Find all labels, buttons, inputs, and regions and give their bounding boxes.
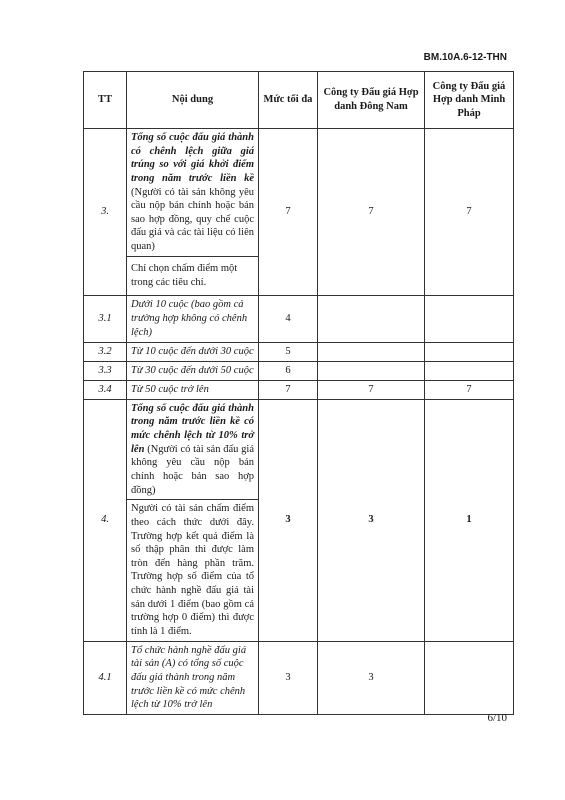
header-tt: TT xyxy=(84,72,127,129)
criterion-instruction: Người có tài sản chấm điểm theo cách thức dưới đây. Trường hợp kết quả điểm là số thập phân thì được làm tròn đến hàng phần trăm. Trường hợp số điểm của tổ chức hành nghề đấu giá tài sản dưới 1 điểm (bao gồm cả trường hợp 0 điểm) thì được tính là 1 điểm. xyxy=(127,500,259,641)
row-max: 3 xyxy=(259,641,318,714)
row-content: Từ 50 cuộc trở lên xyxy=(127,380,259,399)
criterion-title: Tổng số cuộc đấu giá thành có chênh lệch giữa giá trúng so với giá khởi điểm trong năm trước liền kề xyxy=(131,132,254,184)
header-max-score: Mức tối đa xyxy=(259,72,318,129)
row-score-b: 1 xyxy=(425,399,514,641)
row-score-b xyxy=(425,641,514,714)
row-tt: 4. xyxy=(84,399,127,641)
criterion-note: (Người có tài sản đấu giá không yêu cầu nộp bản chính hoặc bản sao hợp đồng) xyxy=(131,443,254,496)
row-max: 4 xyxy=(259,295,318,342)
row-score-a: 7 xyxy=(318,380,425,399)
table-row xyxy=(84,342,514,361)
row-content: Tổ chức hành nghề đấu giá tài sản (A) có tổng số cuộc đấu giá thành trong năm trước liền kề có mức chênh lệch từ 10% trở lên xyxy=(127,641,259,714)
row-score-a: 7 xyxy=(318,129,425,296)
row-score-b: 7 xyxy=(425,129,514,296)
row-max: 5 xyxy=(259,342,318,361)
row-tt: 3.4 xyxy=(84,380,127,399)
criterion-title: Tổng số cuộc đấu giá thành trong năm trước liền kề có mức chênh lệch từ 10% trở lên xyxy=(131,402,254,455)
row-tt: 4.1 xyxy=(84,641,127,714)
row-content: Từ 10 cuộc đến dưới 30 cuộc xyxy=(127,342,259,361)
row-max: 6 xyxy=(259,361,318,380)
row-score-a: 3 xyxy=(318,399,425,641)
row-content xyxy=(127,129,259,257)
row-score-b xyxy=(425,295,514,342)
row-max: 7 xyxy=(259,380,318,399)
header-company-dong-nam: Công ty Đấu giá Hợp danh Đông Nam xyxy=(318,72,425,129)
criterion-instruction: Chỉ chọn chấm điểm một trong các tiêu chí. xyxy=(127,256,259,295)
row-content: Dưới 10 cuộc (bao gồm cả trường hợp không có chênh lệch) xyxy=(127,295,259,342)
row-score-a xyxy=(318,295,425,342)
document-code: BM.10A.6-12-THN xyxy=(423,52,507,63)
row-tt: 3. xyxy=(84,129,127,296)
table-row xyxy=(84,295,514,342)
header-company-minh-phap: Công ty Đấu giá Hợp danh Minh Pháp xyxy=(425,72,514,129)
row-tt: 3.3 xyxy=(84,361,127,380)
table-row xyxy=(84,399,514,499)
table-row xyxy=(84,641,514,714)
row-score-a: 3 xyxy=(318,641,425,714)
row-max: 3 xyxy=(259,399,318,641)
row-content: Từ 30 cuộc đến dưới 50 cuộc xyxy=(127,361,259,380)
row-max: 7 xyxy=(259,129,318,296)
table-row xyxy=(84,129,514,257)
row-score-b xyxy=(425,361,514,380)
row-score-a xyxy=(318,342,425,361)
table-header-row xyxy=(84,72,514,129)
row-content xyxy=(127,399,259,499)
row-tt: 3.2 xyxy=(84,342,127,361)
page-number: 6/10 xyxy=(487,712,507,724)
row-score-a xyxy=(318,361,425,380)
row-score-b xyxy=(425,342,514,361)
row-tt: 3.1 xyxy=(84,295,127,342)
table-row xyxy=(84,380,514,399)
table-row xyxy=(84,361,514,380)
criterion-note: (Người có tài sản không yêu cầu nộp bản chính hoặc bản sao hợp đồng, quy chế cuộc đấu giá và các tài liệu có liên quan) xyxy=(131,186,254,253)
header-content: Nội dung xyxy=(127,72,259,129)
scoring-table xyxy=(83,71,514,715)
row-score-b: 7 xyxy=(425,380,514,399)
